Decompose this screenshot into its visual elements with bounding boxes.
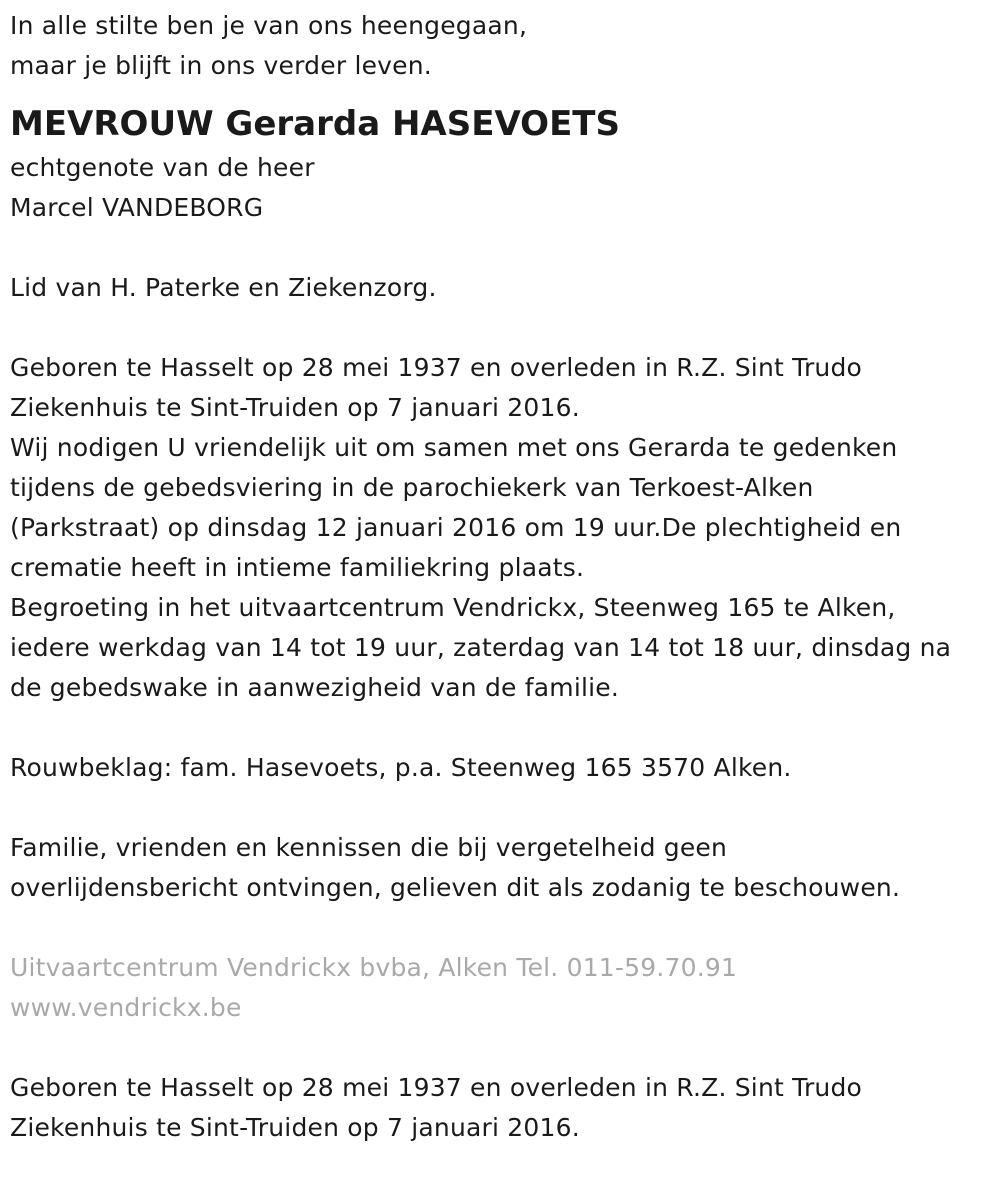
invitation-line-4: crematie heeft in intieme familiekring plaats. xyxy=(10,553,585,582)
condolences-text: Rouwbeklag: fam. Hasevoets, p.a. Steenweg 165 3570 Alken. xyxy=(10,753,792,782)
birth-death-repeat-line-2: Ziekenhuis te Sint-Truiden op 7 januari 2016. xyxy=(10,1113,580,1142)
spouse-line-2: Marcel VANDEBORG xyxy=(10,193,264,222)
funeral-home-info: Uitvaartcentrum Vendrickx bvba, Alken Tel. 011-59.70.91 xyxy=(10,953,738,982)
greeting-line-2: iedere werkdag van 14 tot 19 uur, zaterdag van 14 tot 18 uur, dinsdag na xyxy=(10,633,952,662)
notice-line-1: Familie, vrienden en kennissen die bij vergetelheid geen xyxy=(10,833,728,862)
funeral-home-website-link[interactable]: www.vendrickx.be xyxy=(10,993,242,1022)
verse-line-1: In alle stilte ben je van ons heengegaan, xyxy=(10,11,528,40)
spacer xyxy=(10,308,990,348)
spouse-line-1: echtgenote van de heer xyxy=(10,153,315,182)
invitation-line-3: (Parkstraat) op dinsdag 12 januari 2016 om 19 uur.De plechtigheid en xyxy=(10,513,902,542)
spacer xyxy=(10,228,990,268)
deceased-name: MEVROUW Gerarda HASEVOETS xyxy=(10,104,620,144)
spacer xyxy=(10,788,990,828)
invitation-line-2: tijdens de gebedsviering in de parochiekerk van Terkoest-Alken xyxy=(10,473,814,502)
verse-line-2: maar je blijft in ons verder leven. xyxy=(10,51,432,80)
spacer xyxy=(10,1028,990,1068)
birth-death-repeat-line-1: Geboren te Hasselt op 28 mei 1937 en overleden in R.Z. Sint Trudo xyxy=(10,1073,863,1102)
greeting-line-3: de gebedswake in aanwezigheid van de familie. xyxy=(10,673,619,702)
invitation-line-1: Wij nodigen U vriendelijk uit om samen met ons Gerarda te gedenken xyxy=(10,433,898,462)
greeting-line-1: Begroeting in het uitvaartcentrum Vendrickx, Steenweg 165 te Alken, xyxy=(10,593,896,622)
membership-text: Lid van H. Paterke en Ziekenzorg. xyxy=(10,273,437,302)
spacer xyxy=(10,708,990,748)
birth-death-line-1: Geboren te Hasselt op 28 mei 1937 en overleden in R.Z. Sint Trudo xyxy=(10,353,863,382)
notice-line-2: overlijdensbericht ontvingen, gelieven dit als zodanig te beschouwen. xyxy=(10,873,901,902)
birth-death-line-2: Ziekenhuis te Sint-Truiden op 7 januari 2016. xyxy=(10,393,580,422)
spacer xyxy=(10,908,990,948)
